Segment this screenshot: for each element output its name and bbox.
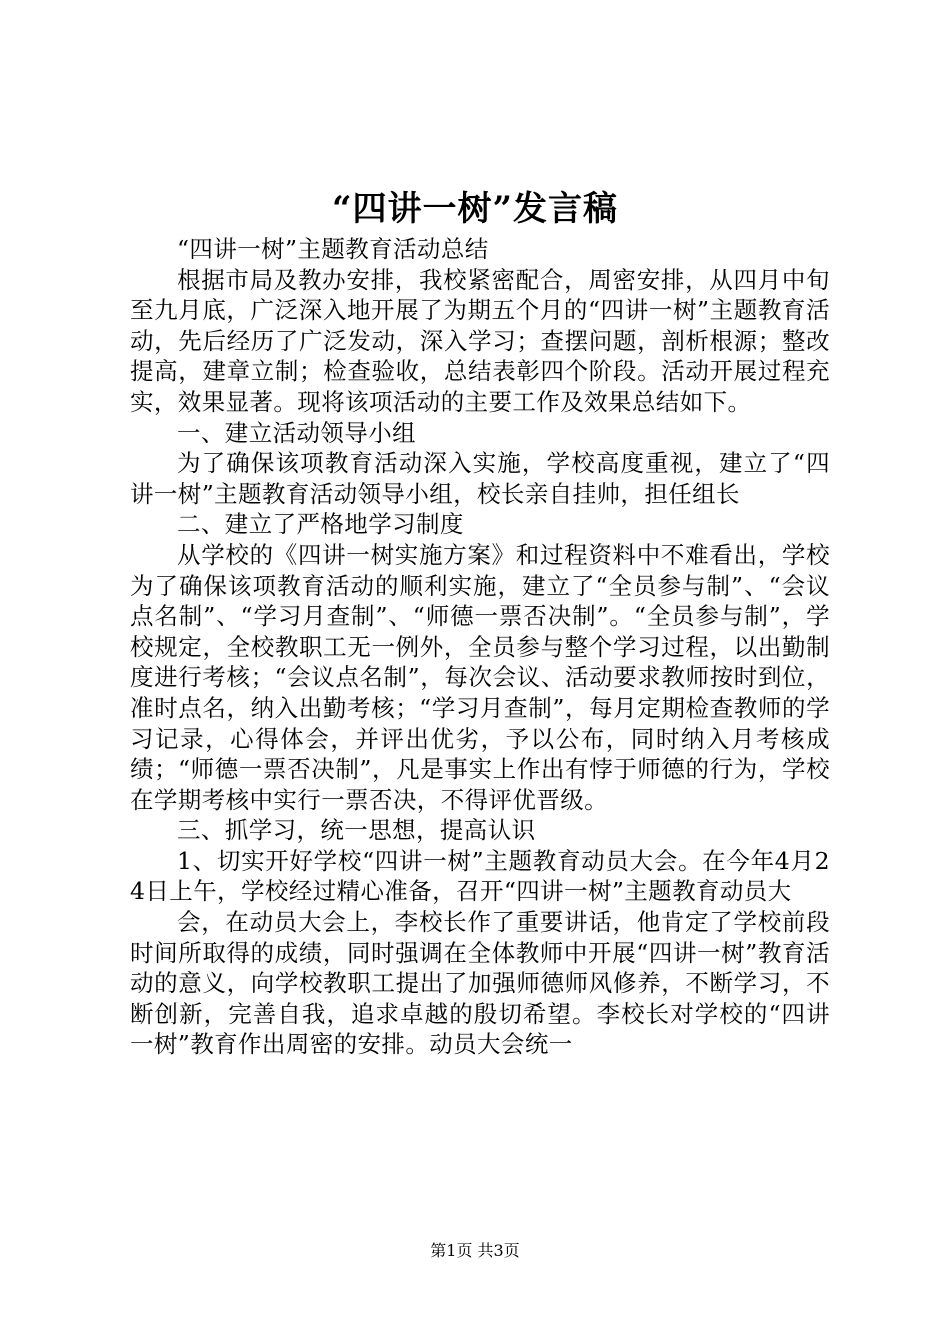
page-footer: 第1页 共3页: [430, 1241, 520, 1260]
section-heading-3: 三、抓学习，统一思想，提高认识: [177, 816, 536, 845]
section-heading-1: 一、建立活动领导小组: [177, 418, 416, 447]
paragraph-intro: 根据市局及教办安排，我校紧密配合，周密安排，从四月中旬至九月底，广泛深入地开展了为期五个月的“四讲一树”主题教育活动，先后经历了广泛发动，深入学习；查摆问题，剖析根源；整改提高，建章立制；检查验收，总结表彰四个阶段。活动开展过程充实，效果显著。现将该项活动的主要工作及效果总结如下。: [130, 265, 830, 416]
paragraph-section-3-item-1: 1、切实开好学校“四讲一树”主题教育动员大会。在今年4月24日上午，学校经过精心准备，召开“四讲一树”主题教育动员大: [130, 846, 830, 906]
paragraph-section-1: 为了确保该项教育活动深入实施，学校高度重视，建立了“四讲一树”主题教育活动领导小组，校长亲自挂帅，担任组长: [130, 449, 830, 508]
document-body: [130, 234, 830, 1060]
paragraph-section-2: 从学校的《四讲一树实施方案》和过程资料中不难看出，学校为了确保该项教育活动的顺利实施，建立了“全员参与制”、“会议点名制”、“学习月查制”、“师德一票否决制”。“全员参与制”，学校规定，全校教职工无一例外，全员参与整个学习过程，以出勤制度进行考核；“会议点名制”，每次会议、活动要求教师按时到位，准时点名，纳入出勤考核；“学习月查制”，每月定期检查教师的学习记录，心得体会，并评出优劣，予以公布，同时纳入月考核成绩；“师德一票否决制”，凡是事实上作出有悖于师德的行为，学校在学期考核中实行一票否决，不得评优晋级。: [130, 540, 830, 814]
section-heading-2: 二、建立了严格地学习制度: [177, 510, 464, 539]
paragraph-subtitle: “四讲一树”主题教育活动总结: [177, 235, 489, 263]
paragraph-section-3-continued: 会，在动员大会上，李校长作了重要讲话，他肯定了学校前段时间所取得的成绩，同时强调在全体教师中开展“四讲一树”教育活动的意义，向学校教职工提出了加强师德师风修养，不断学习，不断创新，完善自我，追求卓越的殷切希望。李校长对学校的“四讲一树”教育作出周密的安排。动员大会统一: [130, 908, 830, 1059]
document-title: “四讲一树”发言稿: [331, 189, 619, 229]
